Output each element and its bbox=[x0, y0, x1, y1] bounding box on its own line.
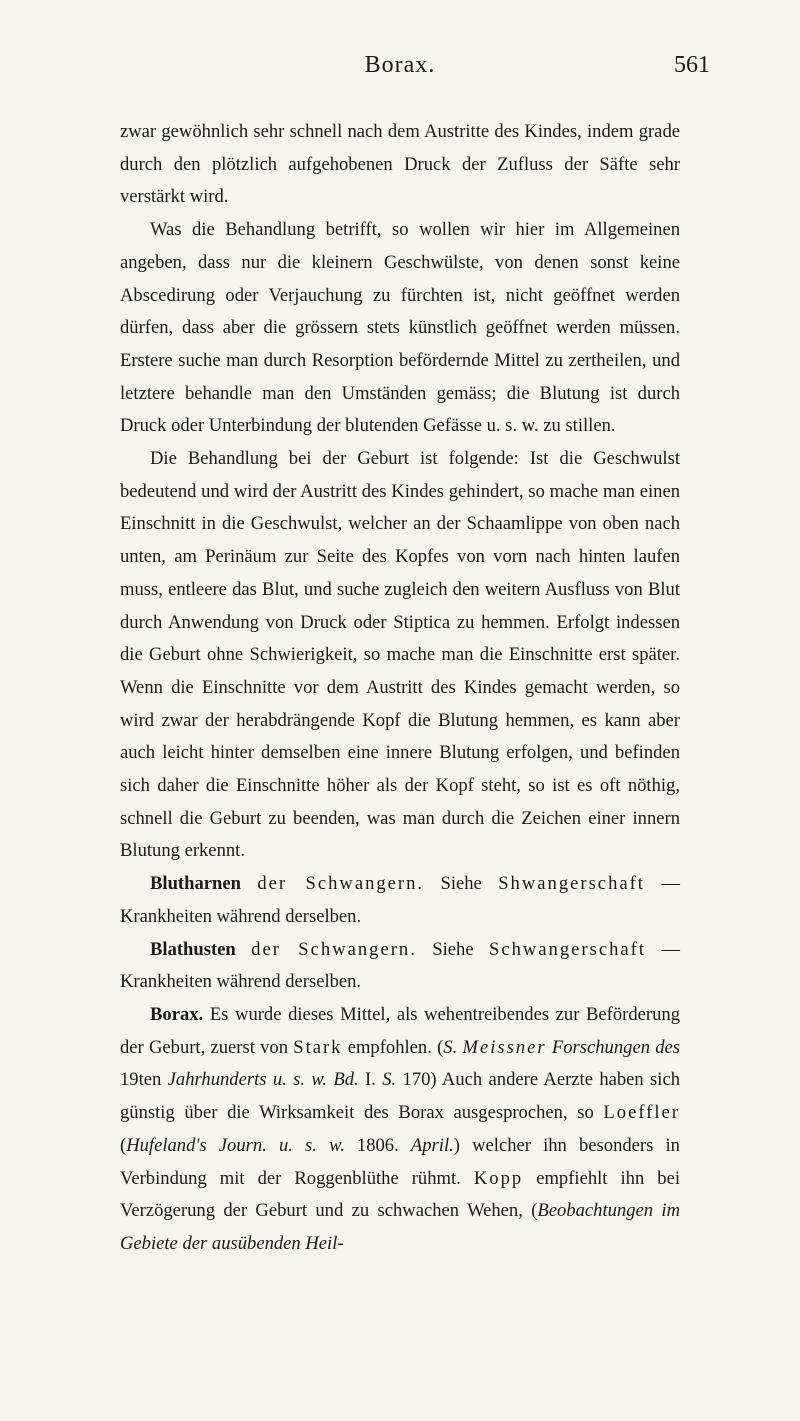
entry-text: empfohlen. ( bbox=[342, 1036, 444, 1058]
entry-spaced: der Schwangern. bbox=[251, 938, 417, 960]
citation: Forschungen des bbox=[546, 1036, 681, 1058]
running-title: Borax. bbox=[364, 52, 436, 78]
paragraph-continuation: zwar gewöhnlich sehr schnell nach dem Austritte des Kindes, indem grade durch den plötzlich aufgehobenen Druck der Zufluss der Säfte sehr verstärkt wird. bbox=[120, 121, 680, 208]
entry-text: — Krankheiten während derselben. bbox=[120, 938, 680, 993]
paragraph-birth-treatment: Die Behandlung bei der Geburt ist folgende: Ist die Geschwulst bedeutend und wird der Austritt des Kindes gehindert, so mache man einen Einschnitt in die Geschwulst, welcher an der Schaamlippe von oben nach unten, am Perinäum zur Seite des Kopfes von vorn nach hinten laufen muss, entleere das Blut, und suche zugleich den weitern Ausfluss von Blut durch Anwendung von Druck oder Stiptica zu hemmen. Erfolgt indessen die Geburt ohne Schwierigkeit, so mache man die Einschnitte erst später. Wenn die Einschnitte vor dem Austritt des Kindes gemacht werden, so wird zwar der herabdrängende Kopf die Blutung hemmen, es kann aber auch leicht hinter demselben eine innere Blutung erfolgen, und befinden sich daher die Einschnitte höher als der Kopf steht, so ist es oft nöthig, schnell die Geburt zu beenden, was man durch die Zeichen einer innern Blutung erkennt. bbox=[120, 448, 680, 862]
author-name: Loeffler bbox=[603, 1102, 680, 1124]
entry-text: I. bbox=[358, 1069, 383, 1091]
cross-reference: Shwangerschaft bbox=[498, 873, 645, 895]
page-header bbox=[120, 52, 710, 92]
citation: Hufeland's Journ. u. s. w. bbox=[126, 1134, 345, 1156]
entry-term: Borax. bbox=[150, 1003, 204, 1025]
entry-spaced: der Schwangern. bbox=[257, 873, 425, 895]
entry-text: Siehe bbox=[416, 938, 489, 960]
citation: Jahrhunderts u. s. w. Bd. bbox=[161, 1069, 359, 1091]
citation: Beobachtungen im Gebiete der ausübenden Heil- bbox=[120, 1200, 680, 1254]
citation: April. bbox=[410, 1134, 454, 1156]
entry-borax bbox=[120, 999, 680, 1261]
entry-text: — Krankheiten während derselben. bbox=[120, 873, 680, 927]
citation: 19ten bbox=[120, 1069, 162, 1091]
entry-text: 170) Auch andere Aerzte haben sich günstig über die Wirksamkeit des Borax ausgesprochen, so bbox=[120, 1069, 681, 1124]
entry-term: Blutharnen bbox=[150, 873, 241, 895]
citation: S. bbox=[382, 1069, 397, 1091]
author-name: Stark bbox=[293, 1036, 343, 1058]
author-name: Meissner bbox=[462, 1036, 547, 1058]
entry-text: Siehe bbox=[424, 873, 499, 895]
page-number: 561 bbox=[674, 52, 710, 78]
entry-text: 1806. bbox=[344, 1134, 411, 1156]
entry-text: ) welcher ihn besonders in Verbindung mit der Roggenblüthe rühmt. bbox=[120, 1134, 680, 1189]
body-text bbox=[120, 116, 680, 1261]
entry-text: empfiehlt ihn bei Verzögerung der Geburt und zu schwachen Wehen, ( bbox=[120, 1167, 680, 1222]
cross-reference: Schwangerschaft bbox=[488, 938, 646, 960]
paragraph-treatment: Was die Behandlung betrifft, so wollen wir hier im Allgemeinen angeben, dass nur die kleinern Geschwülste, von denen sonst keine Abscedirung oder Verjauchung zu fürchten ist, nicht geöffnet werden dürfen, dass aber die grössern stets künstlich geöffnet werden müssen. Erstere suche man durch Resorption befördernde Mittel zu zertheilen, und letztere behandle man den Umständen gemäss; die Blutung ist durch Druck oder Unterbindung der blutenden Gefässe u. s. w. zu stillen. bbox=[120, 219, 680, 437]
citation: S. bbox=[443, 1036, 463, 1058]
entry-term: Blathusten bbox=[150, 938, 236, 960]
entry-text: Es wurde dieses Mittel, als wehentreibendes zur Beförderung der Geburt, zuerst von bbox=[120, 1003, 680, 1058]
entry-blutharnen bbox=[120, 868, 680, 933]
entry-text: ( bbox=[120, 1134, 127, 1156]
entry-bluthusten bbox=[120, 934, 680, 999]
author-name: Kopp bbox=[473, 1167, 524, 1189]
